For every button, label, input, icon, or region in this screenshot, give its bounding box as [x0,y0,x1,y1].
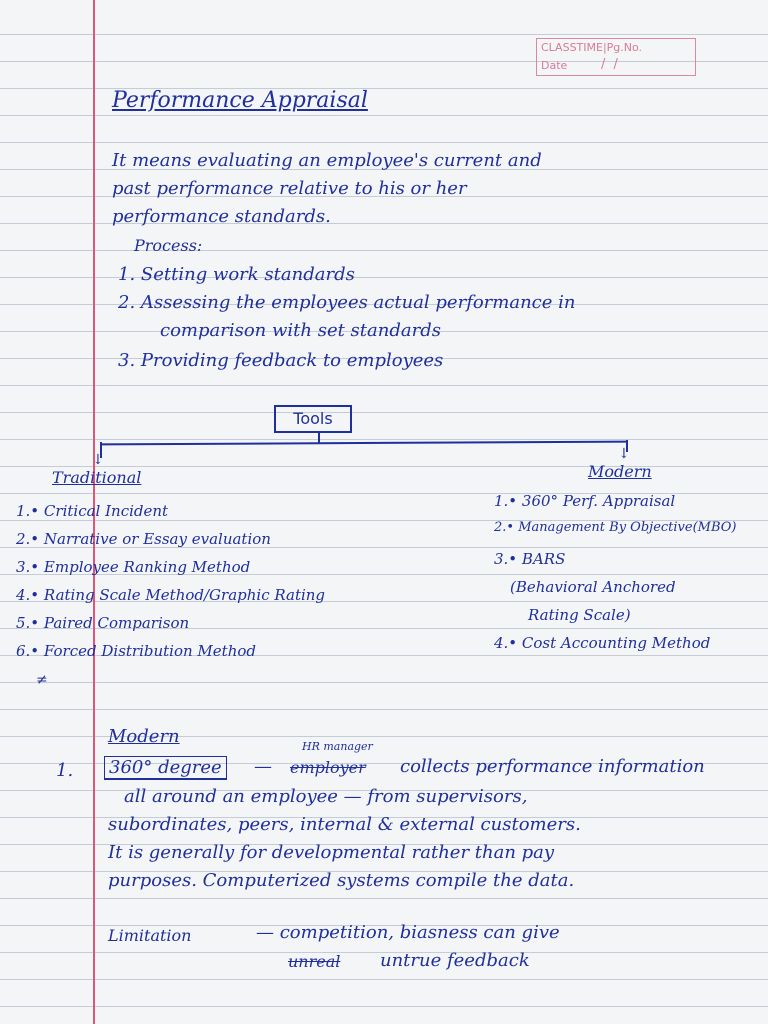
modern-list-item-2: 2.• Management By Objective(MBO) [494,520,737,535]
modern-line-1: collects performance information [400,756,705,777]
definition-line-3: performance standards. [112,206,331,227]
traditional-item-1: 1.• Critical Incident [16,502,169,520]
arrow-down-icon: ↓ [618,446,630,462]
traditional-item-4: 4.• Rating Scale Method/Graphic Rating [16,586,326,604]
process-step-2-cont: comparison with set standards [160,320,441,341]
tree-branch-line [100,441,628,446]
modern-line-3: subordinates, peers, internal & external customers. [108,814,581,835]
limitation-label: Limitation [108,926,192,945]
stamp-date-label: Date [541,59,568,72]
stamp-brand: CLASSTIME|Pg.No. [541,41,643,54]
limitation-struck: unreal [288,952,341,971]
process-step-2: 2. Assessing the employees actual performance in [118,292,576,313]
page-title: Performance Appraisal [112,88,368,113]
modern-list-item-3-note-cont: Rating Scale) [528,606,631,624]
modern-list-item-3-note: (Behavioral Anchored [510,578,676,596]
modern-list-item-4: 4.• Cost Accounting Method [494,634,711,652]
limitation-end: untrue feedback [380,950,530,971]
process-step-3: 3. Providing feedback to employees [118,350,444,371]
traditional-item-6: 6.• Forced Distribution Method [16,642,256,660]
scribble-mark: ≠ [36,672,48,688]
process-heading: Process: [134,236,203,255]
modern-list-heading: Modern [588,462,652,481]
term-360-degree: 360° degree [104,756,227,780]
traditional-item-3: 3.• Employee Ranking Method [16,558,251,576]
traditional-heading: Traditional [52,468,142,487]
modern-list-item-3: 3.• BARS [494,550,566,568]
traditional-item-5: 5.• Paired Comparison [16,614,190,632]
term-dash: — [254,756,272,777]
modern-line-2: all around an employee — from supervisors, [124,786,528,807]
definition-line-2: past performance relative to his or her [112,178,467,199]
limitation-text: — competition, biasness can give [256,922,560,943]
modern-list-item-1: 1.• 360° Perf. Appraisal [494,492,676,510]
traditional-item-2: 2.• Narrative or Essay evaluation [16,530,271,548]
struck-word: employer [290,758,366,777]
tools-box: Tools [274,405,352,433]
definition-line-1: It means evaluating an employee's current and [112,150,542,171]
modern-line-4: It is generally for developmental rather than pay [108,842,555,863]
process-step-1: 1. Setting work standards [118,264,355,285]
stamp-date-slashes: / / [601,57,620,72]
classtime-stamp [536,38,696,76]
inserted-note: HR manager [302,740,373,753]
arrow-down-icon: ↓ [92,452,104,468]
modern-section-number: 1. [56,760,74,781]
modern-line-5: purposes. Computerized systems compile the data. [108,870,575,891]
modern-section-heading: Modern [108,726,180,747]
